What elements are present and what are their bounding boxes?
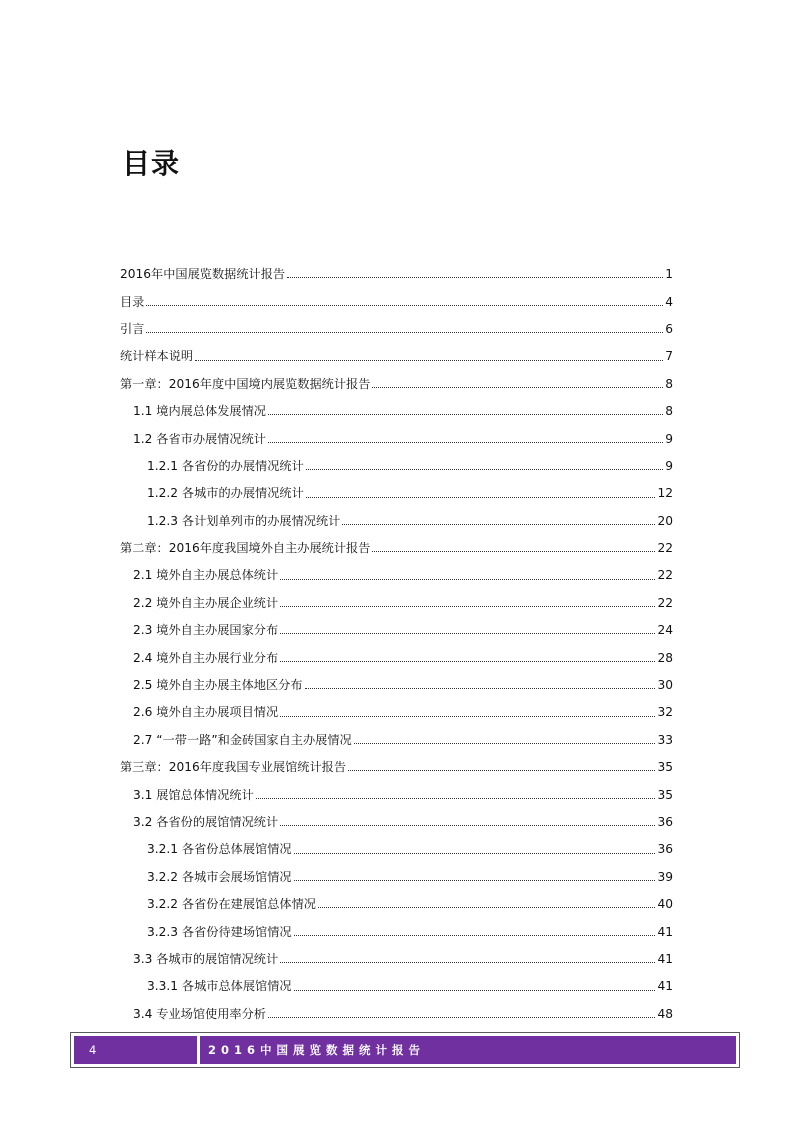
toc-dot-leader	[306, 469, 663, 470]
toc-entry[interactable]	[120, 747, 673, 774]
toc-entry-title: 引言	[120, 321, 145, 336]
toc-entry[interactable]	[120, 610, 673, 637]
toc-entry-page: 8	[665, 376, 673, 391]
toc-entry[interactable]	[120, 555, 673, 582]
toc-entry-page: 1	[665, 267, 673, 282]
toc-entry-title: 3.3.1 各城市总体展馆情况	[147, 979, 292, 994]
toc-entry[interactable]	[120, 720, 673, 747]
toc-entry-title: 3.2.2 各城市会展场馆情况	[147, 869, 292, 884]
toc-entry[interactable]	[120, 364, 673, 391]
toc-entry-title: 3.2.1 各省份总体展馆情况	[147, 842, 292, 857]
toc-entry[interactable]	[120, 966, 673, 993]
toc-entry[interactable]	[120, 391, 673, 418]
toc-dot-leader	[294, 935, 656, 936]
toc-entry-page: 22	[657, 541, 673, 556]
toc-entry[interactable]	[120, 665, 673, 692]
toc-entry-title: 第二章：2016年度我国境外自主办展统计报告	[120, 541, 371, 556]
toc-dot-leader	[294, 853, 656, 854]
toc-dot-leader	[146, 305, 663, 306]
toc-entry[interactable]	[120, 857, 673, 884]
toc-dot-leader	[268, 1017, 656, 1018]
toc-entry-title: 3.2 各省份的展馆情况统计	[133, 815, 279, 829]
toc-entry-page: 30	[657, 678, 673, 693]
toc-entry-title: 2.2 境外自主办展企业统计	[133, 595, 279, 610]
toc-entry-page: 35	[657, 760, 673, 775]
toc-entry[interactable]	[120, 473, 673, 500]
footer-page-number: 4	[74, 1036, 197, 1064]
toc-dot-leader	[280, 633, 655, 634]
toc-dot-leader	[280, 606, 655, 607]
toc-dot-leader	[372, 387, 663, 388]
toc-entry-title: 1.2 各省市办展情况统计	[133, 431, 266, 446]
toc-entry[interactable]	[120, 528, 673, 555]
toc-entry-title: 1.2.3 各计划单列市的办展情况统计	[147, 513, 341, 528]
toc-entry[interactable]	[120, 939, 673, 966]
toc-dot-leader	[294, 990, 656, 991]
toc-entry-title: 2.3 境外自主办展国家分布	[133, 623, 279, 638]
toc-dot-leader	[280, 825, 655, 826]
toc-entry-page: 36	[657, 815, 673, 829]
toc-entry-title: 1.1 境内展总体发展情况	[133, 404, 266, 419]
toc-entry-page: 41	[657, 979, 673, 994]
toc-entry-page: 40	[657, 897, 673, 912]
toc-entry[interactable]	[120, 583, 673, 610]
toc-entry-title: 目录	[120, 294, 145, 309]
toc-entry[interactable]	[120, 637, 673, 664]
toc-dot-leader	[287, 277, 663, 278]
footer-report-title: 2016中国展览数据统计报告	[200, 1036, 736, 1064]
toc-entry[interactable]	[120, 309, 673, 336]
toc-dot-leader	[256, 798, 656, 799]
toc-entry-page: 22	[657, 568, 673, 583]
toc-entry-page: 6	[665, 321, 673, 336]
toc-entry-page: 41	[657, 951, 673, 966]
toc-dot-leader	[318, 907, 656, 908]
page-footer	[70, 1032, 740, 1068]
toc-entry-page: 8	[665, 404, 673, 419]
toc-entry-page: 39	[657, 869, 673, 884]
toc-entry[interactable]	[120, 884, 673, 911]
toc-entry-page: 4	[665, 294, 673, 309]
toc-entry[interactable]	[120, 336, 673, 363]
toc-dot-leader	[146, 332, 663, 333]
toc-entry[interactable]	[120, 802, 673, 829]
toc-entry-page: 32	[657, 705, 673, 720]
toc-dot-leader	[305, 688, 656, 689]
toc-entry-title: 1.2.1 各省份的办展情况统计	[147, 458, 304, 473]
toc-entry[interactable]	[120, 446, 673, 473]
toc-entry-title: 2.6 境外自主办展项目情况	[133, 705, 279, 720]
toc-entry-page: 28	[657, 650, 673, 665]
toc-entry-page: 12	[657, 486, 673, 501]
toc-dot-leader	[348, 770, 655, 771]
toc-entry-page: 9	[665, 431, 673, 446]
toc-dot-leader	[280, 716, 655, 717]
toc-entry-page: 24	[657, 623, 673, 638]
toc-entry-title: 统计样本说明	[120, 349, 194, 364]
toc-dot-leader	[372, 551, 655, 552]
page-title: 目录	[122, 147, 181, 180]
toc-dot-leader	[354, 743, 656, 744]
toc-entry[interactable]	[120, 692, 673, 719]
toc-entry-title: 2.5 境外自主办展主体地区分布	[133, 678, 303, 693]
toc-dot-leader	[280, 661, 655, 662]
toc-entry[interactable]	[120, 994, 673, 1021]
toc-dot-leader	[268, 414, 663, 415]
toc-entry-title: 3.2.2 各省份在建展馆总体情况	[147, 897, 316, 912]
toc-entry-title: 3.1 展馆总体情况统计	[133, 787, 254, 802]
toc-entry-title: 2.1 境外自主办展总体统计	[133, 568, 279, 583]
toc-entry-title: 3.2.3 各省份待建场馆情况	[147, 924, 292, 939]
toc-entry[interactable]	[120, 774, 673, 801]
toc-entry-page: 48	[657, 1006, 673, 1021]
toc-entry-page: 9	[665, 458, 673, 473]
toc-dot-leader	[294, 880, 656, 881]
toc-entry[interactable]	[120, 911, 673, 938]
toc-dot-leader	[195, 360, 663, 361]
toc-entry-title: 1.2.2 各城市的办展情况统计	[147, 486, 304, 501]
toc-entry-page: 33	[657, 732, 673, 747]
toc-entry[interactable]	[120, 418, 673, 445]
toc-entry-page: 35	[657, 787, 673, 802]
toc-dot-leader	[280, 579, 655, 580]
toc-entry-title: 第一章：2016年度中国境内展览数据统计报告	[120, 376, 371, 391]
toc-entry-page: 7	[665, 349, 673, 364]
toc-dot-leader	[342, 524, 655, 525]
toc-entry-title: 2.4 境外自主办展行业分布	[133, 650, 279, 665]
toc-dot-leader	[280, 962, 655, 963]
toc-dot-leader	[268, 442, 663, 443]
toc-entry-title: 2.7 “一带一路”和金砖国家自主办展情况	[133, 732, 352, 747]
toc-entry-page: 36	[657, 842, 673, 857]
toc-entry[interactable]	[120, 281, 673, 308]
toc-entry-title: 3.3 各城市的展馆情况统计	[133, 951, 279, 966]
toc-entry[interactable]	[120, 254, 673, 281]
toc-entry-title: 2016年中国展览数据统计报告	[120, 267, 286, 282]
toc-dot-leader	[306, 497, 656, 498]
toc-entry[interactable]	[120, 501, 673, 528]
toc-entry-page: 22	[657, 595, 673, 610]
toc-entry-page: 20	[657, 513, 673, 528]
toc-entry-page: 41	[657, 924, 673, 939]
table-of-contents	[120, 254, 673, 1021]
toc-entry-title: 第三章：2016年度我国专业展馆统计报告	[120, 760, 347, 775]
toc-entry[interactable]	[120, 829, 673, 856]
toc-entry-title: 3.4 专业场馆使用率分析	[133, 1006, 266, 1021]
